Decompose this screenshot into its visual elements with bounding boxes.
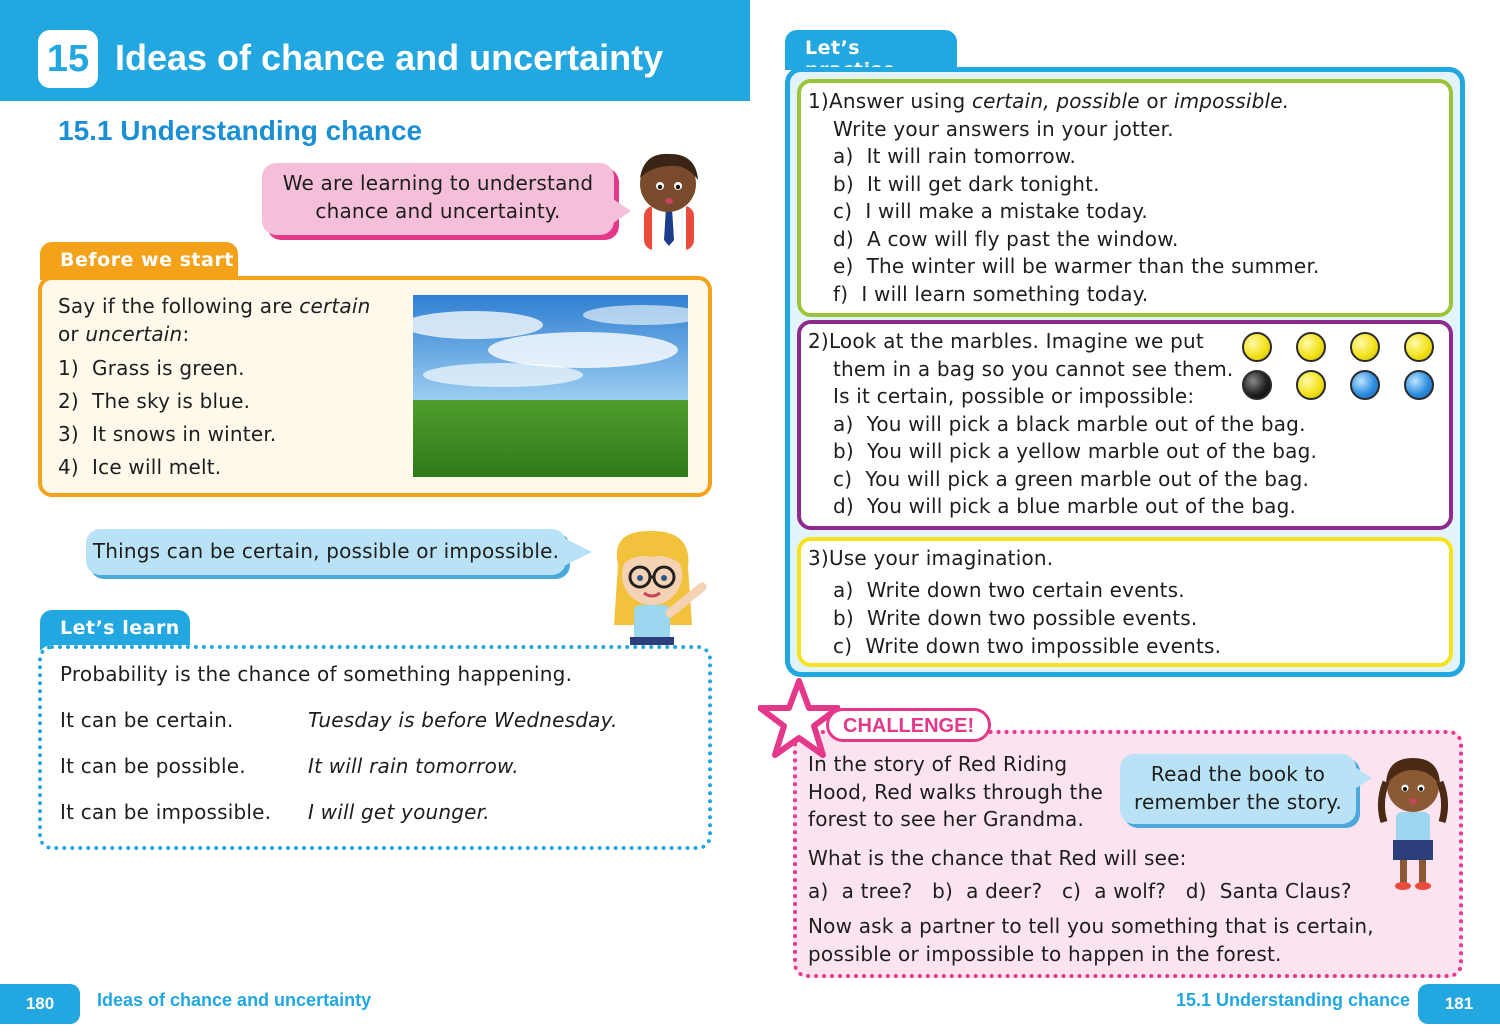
lets-learn-tab: Let’s learn (40, 610, 190, 650)
girl-plaits-character-illustration (1376, 752, 1450, 892)
speech-bubble-tail (1350, 764, 1372, 792)
intro-colon: : (182, 322, 190, 346)
question-2 (808, 328, 1317, 521)
word-possible: possible (1056, 89, 1140, 113)
question-number: 2) (808, 329, 829, 353)
learn-intro: Probability is the chance of something happening. (60, 662, 573, 686)
learn-row-label: It can be possible. (60, 754, 246, 778)
marbles-group (1242, 332, 1442, 422)
learn-row-label: It can be impossible. (60, 800, 272, 824)
speech-bubble-tail (560, 536, 592, 568)
challenge-question: What is the chance that Red will see: (808, 846, 1187, 870)
yellow-marble (1242, 332, 1272, 362)
learn-row-example: Tuesday is before Wednesday. (308, 708, 618, 732)
speech-bubble-tail (607, 195, 631, 227)
lets-practise-tab: Let’s (785, 30, 957, 70)
question-number: 3) (808, 546, 829, 570)
list-item: 4) Ice will melt. (58, 455, 222, 479)
list-item: b) It will get dark tonight. (833, 171, 1100, 196)
list-item: d) A cow will fly past the window. (833, 226, 1179, 251)
challenge-partner (808, 913, 1374, 968)
footer-title-left: Ideas of chance and uncertainty (97, 990, 372, 1010)
before-list (58, 352, 276, 484)
word-certain: certain, (971, 89, 1050, 113)
chapter-title: Ideas of chance and uncertainty (115, 37, 664, 78)
challenge-options: a) a tree? b) a deer? c) a wolf? d) Santa Claus? (808, 879, 1352, 903)
challenge-label: CHALLENGE! (826, 708, 991, 742)
story-line: Hood, Red walks through the (808, 779, 1103, 804)
challenge-story (808, 751, 1103, 834)
word-impossible: impossible. (1173, 89, 1290, 113)
list-item: e) The winter will be warmer than the summer. (833, 254, 1320, 278)
learn-row-label: It can be certain. (60, 708, 234, 732)
list-item: c) I will make a mistake today. (833, 199, 1148, 223)
question-2-line2: them in a bag so you cannot see them. (833, 356, 1234, 381)
list-item: c) You will pick a green marble out of the bag. (833, 466, 1310, 491)
yellow-marble (1350, 332, 1380, 362)
list-item: b) Write down two possible events. (833, 606, 1198, 630)
yellow-marble (1296, 370, 1326, 400)
blue-marble (1404, 370, 1434, 400)
partner-line: Now ask a partner to tell you something that is certain, (808, 914, 1374, 938)
yellow-marble (1404, 332, 1434, 362)
section-title: 15.1 Understanding chance (58, 115, 423, 146)
things-speech-bubble: Things can be certain, possible or impossible. (86, 529, 566, 575)
question-1 (808, 88, 1320, 308)
bubble-line: remember the story. (1134, 790, 1342, 814)
question-1-prompt (808, 88, 1320, 116)
before-intro (58, 292, 388, 348)
story-line: forest to see her Grandma. (808, 807, 1085, 831)
list-item: f) I will learn something today. (833, 281, 1149, 306)
word-or: or (1146, 89, 1168, 113)
boy-character-illustration (630, 148, 706, 252)
partner-line: possible or impossible to happen in the forest. (808, 941, 1282, 966)
intro-uncertain: uncertain (85, 322, 183, 346)
sky-and-grass-photo (413, 295, 688, 477)
list-item: b) You will pick a yellow marble out of the bag. (833, 439, 1318, 463)
list-item: 1) Grass is green. (58, 356, 245, 380)
list-item: d) You will pick a blue marble out of the bag. (833, 494, 1297, 518)
list-item: 3) It snows in winter. (58, 422, 277, 446)
black-marble (1242, 370, 1272, 400)
bubble-line: We are learning to understand (282, 171, 594, 195)
page-number-right: 181 (1418, 984, 1500, 1024)
intro-certain: certain (299, 294, 371, 318)
bubble-line: Read the book to (1150, 762, 1326, 786)
intro-text: Say if the following are (58, 294, 293, 318)
learn-row-example: I will get younger. (308, 800, 490, 824)
question-1-line2: Write your answers in your jotter. (833, 116, 1174, 141)
page-number-left: 180 (0, 984, 80, 1024)
question-number: 1) (808, 89, 829, 113)
blue-marble (1350, 370, 1380, 400)
list-item: c) Write down two impossible events. (833, 634, 1222, 658)
question-3 (808, 544, 1221, 660)
intro-or: or (58, 322, 79, 346)
question-3-line1: Use your imagination. (828, 546, 1054, 570)
list-item: a) Write down two certain events. (833, 578, 1185, 602)
story-line: In the story of Red Riding (808, 752, 1068, 776)
list-item: a) You will pick a black marble out of the bag. (833, 411, 1306, 436)
learn-row-example: It will rain tomorrow. (308, 754, 519, 778)
learning-speech-bubble (262, 163, 614, 235)
question-2-line1: Look at the marbles. Imagine we put (828, 329, 1204, 353)
book-speech-bubble (1120, 754, 1356, 824)
footer-title-right: 15.1 Understanding chance (1176, 990, 1411, 1010)
yellow-marble (1296, 332, 1326, 362)
list-item: 2) The sky is blue. (58, 389, 251, 413)
question-2-line3: Is it certain, possible or impossible: (833, 384, 1195, 408)
chapter-number-badge: 15 (38, 30, 98, 88)
prompt-text: Answer using (828, 89, 966, 113)
list-item: a) It will rain tomorrow. (833, 144, 1077, 168)
before-we-start-tab: Before we start (40, 242, 238, 280)
bubble-line: chance and uncertainty. (315, 199, 561, 223)
